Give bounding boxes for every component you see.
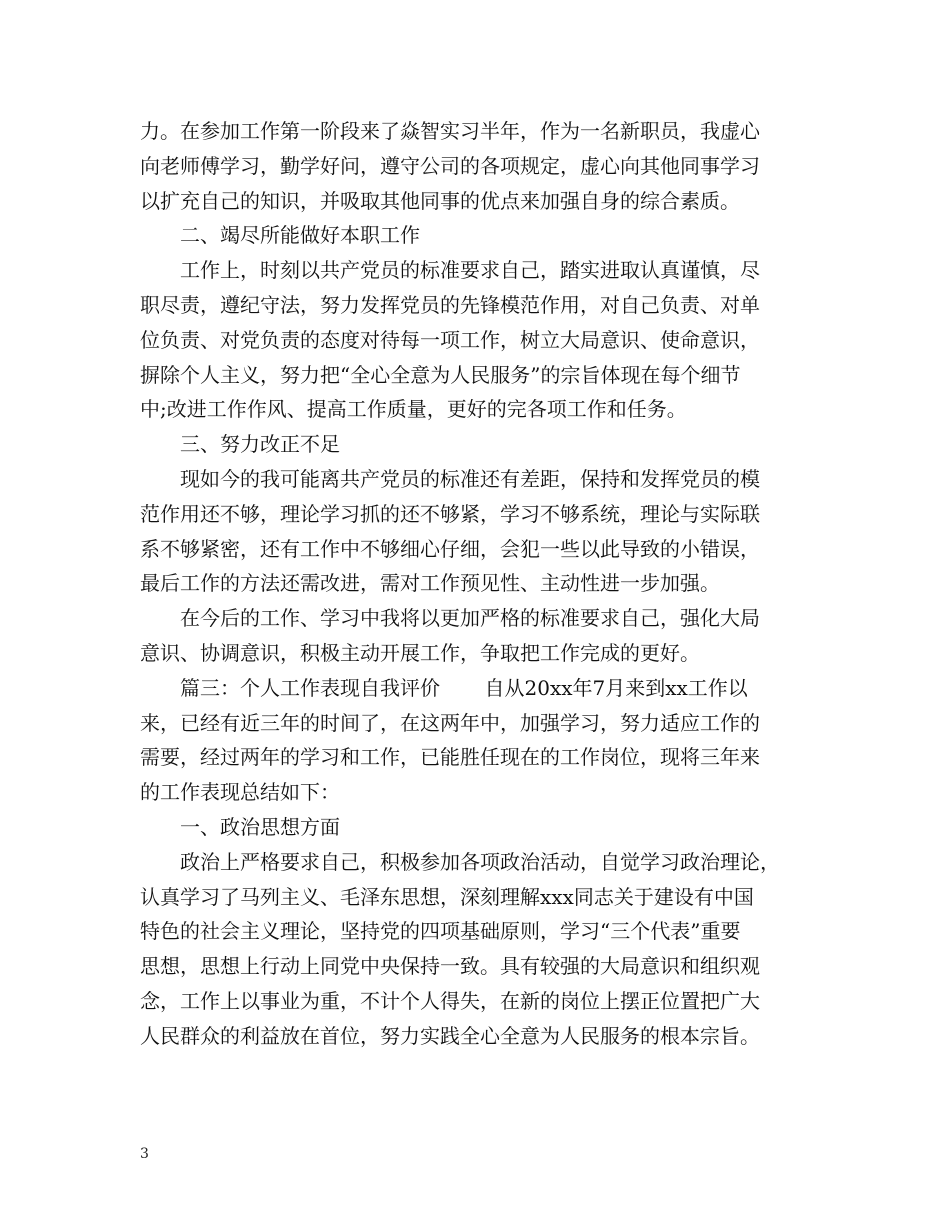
- text-line: 意识、协调意识，积极主动开展工作，争取把工作完成的更好。: [140, 640, 700, 665]
- text-line: 摒除个人主义，努力把“全心全意为人民服务”的宗旨体现在每个细节: [140, 362, 741, 387]
- text-line: 需要，经过两年的学习和工作，已能胜任现在的工作岗位，现将三年来: [140, 745, 760, 770]
- text-line: 工作上，时刻以共产党员的标准要求自己，踏实进取认真谨慎，尽: [180, 258, 760, 283]
- text-line: 的工作表现总结如下：: [140, 780, 340, 805]
- chapter-heading-line: 篇三：个人工作表现自我评价 自从20xx年7月来到xx工作以: [180, 675, 748, 700]
- text-line: 思想，思想上行动上同党中央保持一致。具有较强的大局意识和组织观: [140, 954, 760, 979]
- document-body: [140, 114, 820, 1054]
- text-line: 在今后的工作、学习中我将以更加严格的标准要求自己，强化大局: [180, 606, 760, 631]
- text-line: 现如今的我可能离共产党员的标准还有差距，保持和发挥党员的模: [180, 466, 760, 491]
- section-heading: 一、政治思想方面: [180, 814, 340, 839]
- text-line: 位负责、对党负责的态度对待每一项工作，树立大局意识、使命意识，: [140, 327, 760, 352]
- section-heading: 二、竭尽所能做好本职工作: [180, 223, 420, 248]
- text-line: 最后工作的方法还需改进，需对工作预见性、主动性进一步加强。: [140, 571, 720, 596]
- text-line: 来，已经有近三年的时间了，在这两年中，加强学习，努力适应工作的: [140, 710, 760, 735]
- text-line: 认真学习了马列主义、毛泽东思想，深刻理解xxx同志关于建设有中国: [140, 884, 754, 909]
- text-line: 向老师傅学习，勤学好问，遵守公司的各项规定，虚心向其他同事学习: [140, 153, 760, 178]
- text-line: 范作用还不够，理论学习抓的还不够紧，学习不够系统，理论与实际联: [140, 501, 760, 526]
- text-line: 中;改进工作作风、提高工作质量，更好的完各项工作和任务。: [140, 397, 687, 422]
- text-line: 以扩充自己的知识，并吸取其他同事的优点来加强自身的综合素质。: [140, 188, 740, 213]
- text-line: 政治上严格要求自己，积极参加各项政治活动，自觉学习政治理论，: [180, 849, 780, 874]
- section-heading: 三、努力改正不足: [180, 432, 340, 457]
- text-line: 念，工作上以事业为重，不计个人得失，在新的岗位上摆正位置把广大: [140, 988, 760, 1013]
- page-number: 3: [140, 1146, 149, 1162]
- text-line: 力。在参加工作第一阶段来了焱智实习半年，作为一名新职员，我虚心: [140, 119, 760, 143]
- text-line: 系不够紧密，还有工作中不够细心仔细，会犯一些以此导致的小错误，: [140, 536, 760, 561]
- text-line: 职尽责，遵纪守法，努力发挥党员的先锋模范作用，对自己负责、对单: [140, 292, 760, 317]
- text-line: 人民群众的利益放在首位，努力实践全心全意为人民服务的根本宗旨。: [140, 1023, 760, 1048]
- text-line: 特色的社会主义理论，坚持党的四项基础原则，学习“三个代表”重要: [140, 919, 741, 944]
